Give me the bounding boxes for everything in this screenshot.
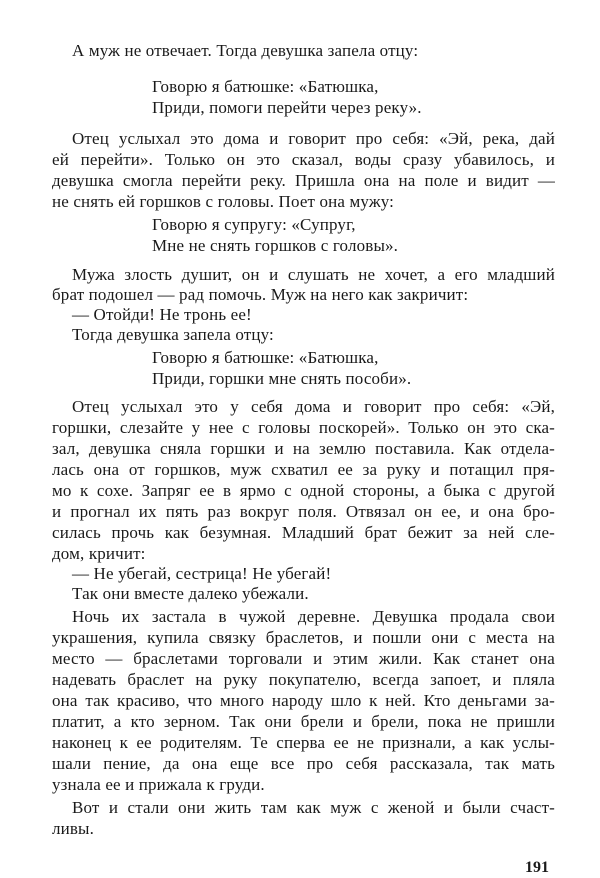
text-line: узнала ее и прижала к груди. xyxy=(52,775,265,794)
text-line: украшения, купила связку браслетов, и пошли они с места на xyxy=(52,628,555,647)
verse-line: Приди, помоги перейти через реку». xyxy=(152,98,422,117)
text-line: она так красиво, что много народу шло к ней. Кто деньгами за- xyxy=(52,691,555,710)
text-line: Ночь их застала в чужой деревне. Девушка продала свои xyxy=(72,607,555,626)
text-line: А муж не отвечает. Тогда девушка запела отцу: xyxy=(72,41,419,60)
verse-line: Говорю я батюшке: «Батюшка, xyxy=(152,348,379,367)
text-line: брат подошел — рад помочь. Муж на него как закричит: xyxy=(52,285,469,304)
text-line: ей перейти». Только он это сказал, воды сразу убавилось, и xyxy=(52,150,555,169)
dialogue-line: — Не убегай, сестрица! Не убегай! xyxy=(72,564,332,583)
verse-line: Говорю я батюшке: «Батюшка, xyxy=(152,77,379,96)
text-line: Отец услыхал это у себя дома и говорит про себя: «Эй, xyxy=(72,397,555,416)
text-line: лась она от горшков, муж схватил ее за руку и потащил пря- xyxy=(52,460,555,479)
text-line: наконец к ее родителям. Те сперва ее не признали, а как услы- xyxy=(52,733,555,752)
text-line: и прогнал их пять раз вокруг поля. Отвязал он ее, и она бро- xyxy=(52,502,555,521)
verse-line: Приди, горшки мне снять пособи». xyxy=(152,369,412,388)
text-line: Тогда девушка запела отцу: xyxy=(72,325,274,344)
text-line: шали пение, да она еще все про себя рассказала, так мать xyxy=(52,754,555,773)
text-line: девушка смогла перейти реку. Пришла она на поле и видит — xyxy=(52,171,555,190)
text-line: Мужа злость душит, он и слушать не хочет, а его младший xyxy=(72,265,555,284)
text-line: дом, кричит: xyxy=(52,544,146,563)
text-line: платит, а кто зерном. Так они брели и брели, пока не пришли xyxy=(52,712,555,731)
text-line: силась прочь как безумная. Младший брат бежит за ней сле- xyxy=(52,523,555,542)
text-line: Вот и стали они жить там как муж с женой и были счаст- xyxy=(72,798,555,817)
text-line: Отец услыхал это дома и говорит про себя: «Эй, река, дай xyxy=(72,129,555,148)
text-line: зал, девушка сняла горшки и на землю поставила. Как отдела- xyxy=(52,439,555,458)
text-line: не снять ей горшков с головы. Поет она мужу: xyxy=(52,192,395,211)
dialogue-line: — Отойди! Не тронь ее! xyxy=(72,305,252,324)
text-line: надевать браслет на руку покупателю, всегда запоет, и пляла xyxy=(52,670,555,689)
verse-line: Говорю я супругу: «Супруг, xyxy=(152,215,356,234)
text-line: мо к сохе. Запряг ее в ярмо с одной стороны, а быка с другой xyxy=(52,481,555,500)
text-line: ливы. xyxy=(52,819,95,838)
text-line: горшки, слезайте у нее с головы поскорей». Только он это ска- xyxy=(52,418,555,437)
verse-line: Мне не снять горшков с головы». xyxy=(152,236,399,255)
text-line: место — браслетами торговали и этим жили. Как станет она xyxy=(52,649,555,668)
text-line: Так они вместе далеко убежали. xyxy=(72,584,309,603)
page-number: 191 xyxy=(525,859,549,876)
